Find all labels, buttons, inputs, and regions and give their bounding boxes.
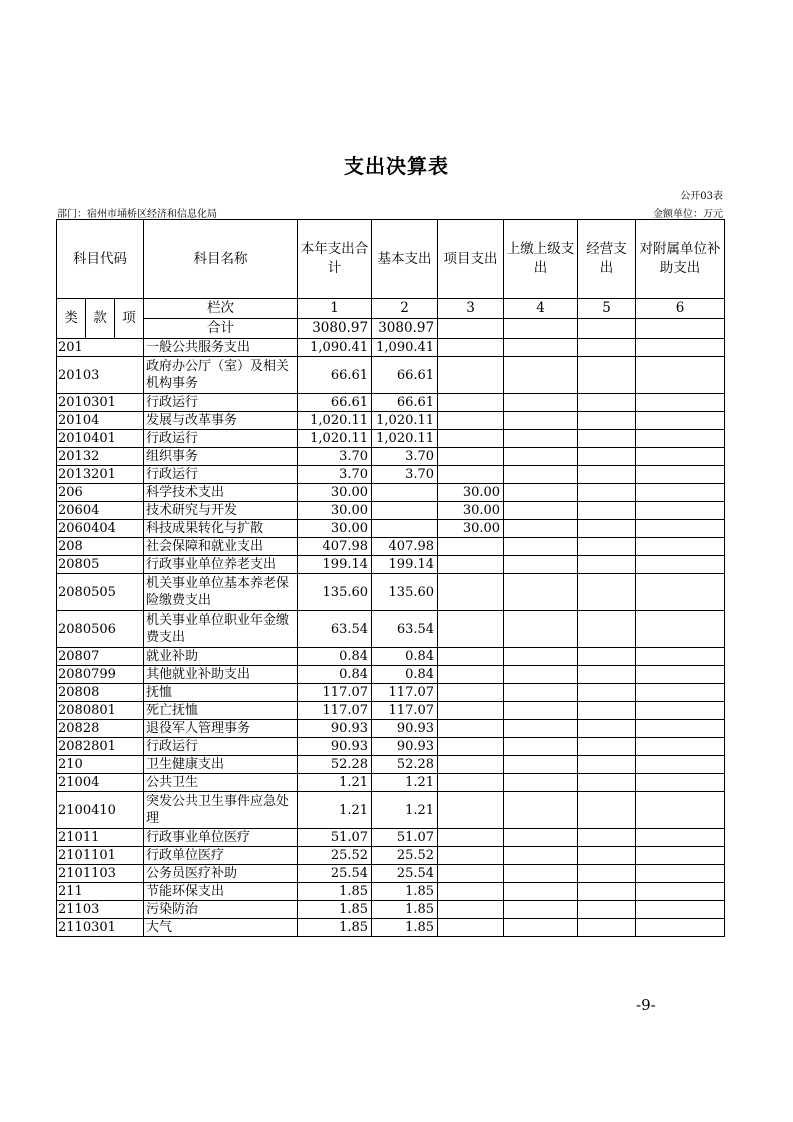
row-upper xyxy=(504,466,578,484)
row-upper xyxy=(504,394,578,412)
row-name: 一般公共服务支出 xyxy=(144,339,298,357)
table-row xyxy=(57,883,725,901)
header-basic: 基本支出 xyxy=(372,220,438,299)
row-subsidiary xyxy=(636,484,725,502)
row-subsidiary xyxy=(636,756,725,774)
row-name: 突发公共卫生事件应急处理 xyxy=(144,792,298,829)
row-code: 21004 xyxy=(57,774,144,792)
row-business xyxy=(578,847,636,865)
row-basic: 66.61 xyxy=(372,394,438,412)
row-basic: 407.98 xyxy=(372,538,438,556)
row-project xyxy=(438,756,504,774)
row-upper xyxy=(504,684,578,702)
row-basic: 52.28 xyxy=(372,756,438,774)
row-upper xyxy=(504,357,578,394)
row-basic: 0.84 xyxy=(372,666,438,684)
table-row xyxy=(57,666,725,684)
row-subsidiary xyxy=(636,829,725,847)
row-basic: 25.52 xyxy=(372,847,438,865)
table-body xyxy=(57,339,725,937)
row-upper xyxy=(504,919,578,937)
row-code: 2080801 xyxy=(57,702,144,720)
row-code: 20807 xyxy=(57,648,144,666)
row-name: 行政事业单位医疗 xyxy=(144,829,298,847)
row-upper xyxy=(504,738,578,756)
row-code: 2010401 xyxy=(57,430,144,448)
row-basic xyxy=(372,502,438,520)
row-name: 大气 xyxy=(144,919,298,937)
row-basic: 1,020.11 xyxy=(372,412,438,430)
row-upper xyxy=(504,412,578,430)
row-business xyxy=(578,502,636,520)
row-business xyxy=(578,738,636,756)
row-subsidiary xyxy=(636,792,725,829)
row-subsidiary xyxy=(636,502,725,520)
row-code: 20808 xyxy=(57,684,144,702)
row-basic: 117.07 xyxy=(372,702,438,720)
row-basic xyxy=(372,520,438,538)
row-name: 机关事业单位职业年金缴费支出 xyxy=(144,611,298,648)
header-upper: 上缴上级支出 xyxy=(504,220,578,299)
row-upper xyxy=(504,774,578,792)
row-name: 行政运行 xyxy=(144,738,298,756)
row-business xyxy=(578,883,636,901)
row-basic: 1.21 xyxy=(372,792,438,829)
row-total: 30.00 xyxy=(298,484,372,502)
row-business xyxy=(578,648,636,666)
page-number: -9- xyxy=(636,996,656,1014)
header-xiang: 项 xyxy=(115,299,144,339)
row-name: 组织事务 xyxy=(144,448,298,466)
row-total: 30.00 xyxy=(298,502,372,520)
page-title: 支出决算表 xyxy=(344,154,449,178)
row-total: 63.54 xyxy=(298,611,372,648)
row-total: 407.98 xyxy=(298,538,372,556)
row-total: 51.07 xyxy=(298,829,372,847)
row-basic: 1,020.11 xyxy=(372,430,438,448)
row-upper xyxy=(504,865,578,883)
row-name: 死亡抚恤 xyxy=(144,702,298,720)
table-row xyxy=(57,901,725,919)
header-name: 科目名称 xyxy=(144,220,298,299)
table-row xyxy=(57,702,725,720)
row-name: 发展与改革事务 xyxy=(144,412,298,430)
row-total: 90.93 xyxy=(298,720,372,738)
row-upper xyxy=(504,847,578,865)
row-total: 30.00 xyxy=(298,520,372,538)
row-subsidiary xyxy=(636,339,725,357)
row-total: 66.61 xyxy=(298,394,372,412)
row-subsidiary xyxy=(636,556,725,574)
row-total: 1.85 xyxy=(298,919,372,937)
row-name: 政府办公厅（室）及相关机构事务 xyxy=(144,357,298,394)
row-code: 2110301 xyxy=(57,919,144,937)
row-name: 其他就业补助支出 xyxy=(144,666,298,684)
row-name: 行政事业单位养老支出 xyxy=(144,556,298,574)
row-total: 1,020.11 xyxy=(298,412,372,430)
row-project xyxy=(438,774,504,792)
row-project xyxy=(438,648,504,666)
row-business xyxy=(578,466,636,484)
row-code: 20805 xyxy=(57,556,144,574)
row-total: 199.14 xyxy=(298,556,372,574)
row-total: 1.21 xyxy=(298,774,372,792)
row-basic: 1.85 xyxy=(372,883,438,901)
row-upper xyxy=(504,792,578,829)
row-subsidiary xyxy=(636,611,725,648)
row-name: 就业补助 xyxy=(144,648,298,666)
total-c2: 3080.97 xyxy=(372,319,438,339)
row-business xyxy=(578,556,636,574)
table-row xyxy=(57,684,725,702)
row-name: 节能环保支出 xyxy=(144,883,298,901)
row-subsidiary xyxy=(636,883,725,901)
col-number-5: 5 xyxy=(578,299,636,319)
row-business xyxy=(578,339,636,357)
row-business xyxy=(578,412,636,430)
row-name: 卫生健康支出 xyxy=(144,756,298,774)
row-subsidiary xyxy=(636,648,725,666)
row-subsidiary xyxy=(636,412,725,430)
row-total: 135.60 xyxy=(298,574,372,611)
row-basic: 1.21 xyxy=(372,774,438,792)
row-project xyxy=(438,666,504,684)
amount-unit: 金额单位：万元 xyxy=(653,209,723,220)
row-subsidiary xyxy=(636,666,725,684)
row-upper xyxy=(504,648,578,666)
row-name: 机关事业单位基本养老保险缴费支出 xyxy=(144,574,298,611)
col-number-6: 6 xyxy=(636,299,725,319)
header-total: 本年支出合计 xyxy=(298,220,372,299)
row-upper xyxy=(504,829,578,847)
row-code: 211 xyxy=(57,883,144,901)
row-name: 科学技术支出 xyxy=(144,484,298,502)
table-row xyxy=(57,339,725,357)
row-project xyxy=(438,430,504,448)
row-business xyxy=(578,520,636,538)
table-row xyxy=(57,448,725,466)
row-project xyxy=(438,865,504,883)
row-name: 公务员医疗补助 xyxy=(144,865,298,883)
table-row xyxy=(57,865,725,883)
row-project xyxy=(438,829,504,847)
row-project xyxy=(438,556,504,574)
row-project xyxy=(438,611,504,648)
row-basic: 3.70 xyxy=(372,448,438,466)
header-project: 项目支出 xyxy=(438,220,504,299)
row-total: 3.70 xyxy=(298,466,372,484)
row-upper xyxy=(504,666,578,684)
row-name: 行政单位医疗 xyxy=(144,847,298,865)
row-name: 行政运行 xyxy=(144,430,298,448)
row-total: 90.93 xyxy=(298,738,372,756)
row-total: 0.84 xyxy=(298,648,372,666)
row-subsidiary xyxy=(636,538,725,556)
row-business xyxy=(578,919,636,937)
col-number-1: 1 xyxy=(298,299,372,319)
table-number: 公开03表 xyxy=(680,191,723,202)
row-code: 20103 xyxy=(57,357,144,394)
row-project: 30.00 xyxy=(438,484,504,502)
row-code: 2080799 xyxy=(57,666,144,684)
row-subsidiary xyxy=(636,430,725,448)
row-project: 30.00 xyxy=(438,520,504,538)
row-project xyxy=(438,901,504,919)
row-subsidiary xyxy=(636,520,725,538)
row-total: 1.21 xyxy=(298,792,372,829)
row-project xyxy=(438,574,504,611)
row-business xyxy=(578,829,636,847)
row-upper xyxy=(504,556,578,574)
row-total: 25.52 xyxy=(298,847,372,865)
table-row xyxy=(57,538,725,556)
row-basic: 135.60 xyxy=(372,574,438,611)
row-total: 117.07 xyxy=(298,684,372,702)
table-row xyxy=(57,556,725,574)
table-row xyxy=(57,829,725,847)
row-name: 行政运行 xyxy=(144,466,298,484)
row-subsidiary xyxy=(636,774,725,792)
row-subsidiary xyxy=(636,466,725,484)
row-code: 2013201 xyxy=(57,466,144,484)
row-total: 117.07 xyxy=(298,702,372,720)
table-row xyxy=(57,502,725,520)
row-code: 2080506 xyxy=(57,611,144,648)
row-upper xyxy=(504,448,578,466)
row-code: 2101103 xyxy=(57,865,144,883)
table-row xyxy=(57,611,725,648)
row-business xyxy=(578,574,636,611)
row-code: 2082801 xyxy=(57,738,144,756)
row-business xyxy=(578,720,636,738)
header-kuan: 款 xyxy=(86,299,115,339)
row-name: 公共卫生 xyxy=(144,774,298,792)
row-subsidiary xyxy=(636,394,725,412)
table-row xyxy=(57,919,725,937)
row-name: 抚恤 xyxy=(144,684,298,702)
row-business xyxy=(578,756,636,774)
row-total: 3.70 xyxy=(298,448,372,466)
row-name: 社会保障和就业支出 xyxy=(144,538,298,556)
row-basic: 66.61 xyxy=(372,357,438,394)
row-upper xyxy=(504,538,578,556)
row-code: 210 xyxy=(57,756,144,774)
header-business: 经营支出 xyxy=(578,220,636,299)
row-code: 2100410 xyxy=(57,792,144,829)
row-total: 1,090.41 xyxy=(298,339,372,357)
row-basic: 1.85 xyxy=(372,919,438,937)
department-label: 部门：宿州市埇桥区经济和信息化局 xyxy=(57,209,217,220)
row-subsidiary xyxy=(636,865,725,883)
row-project xyxy=(438,394,504,412)
row-business xyxy=(578,611,636,648)
table-row xyxy=(57,774,725,792)
row-basic: 51.07 xyxy=(372,829,438,847)
row-code: 20104 xyxy=(57,412,144,430)
row-upper xyxy=(504,756,578,774)
row-subsidiary xyxy=(636,919,725,937)
row-code: 2010301 xyxy=(57,394,144,412)
table-row xyxy=(57,466,725,484)
row-code: 20828 xyxy=(57,720,144,738)
row-code: 20604 xyxy=(57,502,144,520)
row-project: 30.00 xyxy=(438,502,504,520)
row-upper xyxy=(504,702,578,720)
row-upper xyxy=(504,611,578,648)
row-basic: 25.54 xyxy=(372,865,438,883)
row-basic: 1.85 xyxy=(372,901,438,919)
row-project xyxy=(438,538,504,556)
row-name: 科技成果转化与扩散 xyxy=(144,520,298,538)
row-business xyxy=(578,448,636,466)
row-project xyxy=(438,448,504,466)
table-row xyxy=(57,412,725,430)
row-subsidiary xyxy=(636,448,725,466)
row-business xyxy=(578,684,636,702)
row-business xyxy=(578,774,636,792)
col-number-3: 3 xyxy=(438,299,504,319)
row-business xyxy=(578,484,636,502)
row-code: 21011 xyxy=(57,829,144,847)
row-project xyxy=(438,720,504,738)
header-subsidiary: 对附属单位补助支出 xyxy=(636,220,725,299)
table-row xyxy=(57,430,725,448)
row-basic: 117.07 xyxy=(372,684,438,702)
row-name: 污染防治 xyxy=(144,901,298,919)
table-row xyxy=(57,357,725,394)
row-upper xyxy=(504,430,578,448)
row-business xyxy=(578,666,636,684)
row-business xyxy=(578,792,636,829)
header-lei: 类 xyxy=(57,299,86,339)
row-name: 技术研究与开发 xyxy=(144,502,298,520)
row-upper xyxy=(504,574,578,611)
table-row xyxy=(57,520,725,538)
table-row xyxy=(57,792,725,829)
row-total: 0.84 xyxy=(298,666,372,684)
row-basic: 0.84 xyxy=(372,648,438,666)
row-code: 20132 xyxy=(57,448,144,466)
row-upper xyxy=(504,720,578,738)
expenditure-table xyxy=(56,219,725,937)
row-basic: 90.93 xyxy=(372,720,438,738)
row-upper xyxy=(504,484,578,502)
total-c1: 3080.97 xyxy=(298,319,372,339)
row-project xyxy=(438,847,504,865)
row-project xyxy=(438,702,504,720)
row-basic xyxy=(372,484,438,502)
col-number-4: 4 xyxy=(504,299,578,319)
row-business xyxy=(578,865,636,883)
row-project xyxy=(438,466,504,484)
row-upper xyxy=(504,502,578,520)
row-business xyxy=(578,394,636,412)
row-subsidiary xyxy=(636,738,725,756)
row-subsidiary xyxy=(636,702,725,720)
row-name: 行政运行 xyxy=(144,394,298,412)
row-upper xyxy=(504,901,578,919)
row-basic: 63.54 xyxy=(372,611,438,648)
table-row xyxy=(57,720,725,738)
row-code: 21103 xyxy=(57,901,144,919)
row-code: 2101101 xyxy=(57,847,144,865)
table-row xyxy=(57,394,725,412)
total-label: 合计 xyxy=(144,319,298,339)
row-project xyxy=(438,738,504,756)
row-project xyxy=(438,684,504,702)
row-total: 1.85 xyxy=(298,901,372,919)
col-number-2: 2 xyxy=(372,299,438,319)
row-subsidiary xyxy=(636,684,725,702)
row-code: 201 xyxy=(57,339,144,357)
row-project xyxy=(438,412,504,430)
row-code: 2080505 xyxy=(57,574,144,611)
row-business xyxy=(578,702,636,720)
row-total: 1,020.11 xyxy=(298,430,372,448)
row-business xyxy=(578,901,636,919)
row-project xyxy=(438,883,504,901)
table-row xyxy=(57,738,725,756)
table-row xyxy=(57,648,725,666)
row-basic: 199.14 xyxy=(372,556,438,574)
row-upper xyxy=(504,520,578,538)
row-total: 1.85 xyxy=(298,883,372,901)
row-project xyxy=(438,339,504,357)
table-row xyxy=(57,756,725,774)
table-row xyxy=(57,847,725,865)
row-basic: 90.93 xyxy=(372,738,438,756)
row-subsidiary xyxy=(636,901,725,919)
row-code: 208 xyxy=(57,538,144,556)
row-total: 52.28 xyxy=(298,756,372,774)
row-business xyxy=(578,538,636,556)
row-project xyxy=(438,919,504,937)
row-upper xyxy=(504,883,578,901)
table-row xyxy=(57,574,725,611)
row-subsidiary xyxy=(636,357,725,394)
row-subsidiary xyxy=(636,847,725,865)
row-code: 2060404 xyxy=(57,520,144,538)
row-business xyxy=(578,430,636,448)
row-basic: 3.70 xyxy=(372,466,438,484)
row-code: 206 xyxy=(57,484,144,502)
header-lanci: 栏次 xyxy=(144,299,298,319)
row-total: 25.54 xyxy=(298,865,372,883)
table-row xyxy=(57,484,725,502)
row-subsidiary xyxy=(636,574,725,611)
row-project xyxy=(438,792,504,829)
row-business xyxy=(578,357,636,394)
row-project xyxy=(438,357,504,394)
row-upper xyxy=(504,339,578,357)
row-basic: 1,090.41 xyxy=(372,339,438,357)
row-total: 66.61 xyxy=(298,357,372,394)
header-code: 科目代码 xyxy=(57,220,144,299)
row-name: 退役军人管理事务 xyxy=(144,720,298,738)
row-subsidiary xyxy=(636,720,725,738)
